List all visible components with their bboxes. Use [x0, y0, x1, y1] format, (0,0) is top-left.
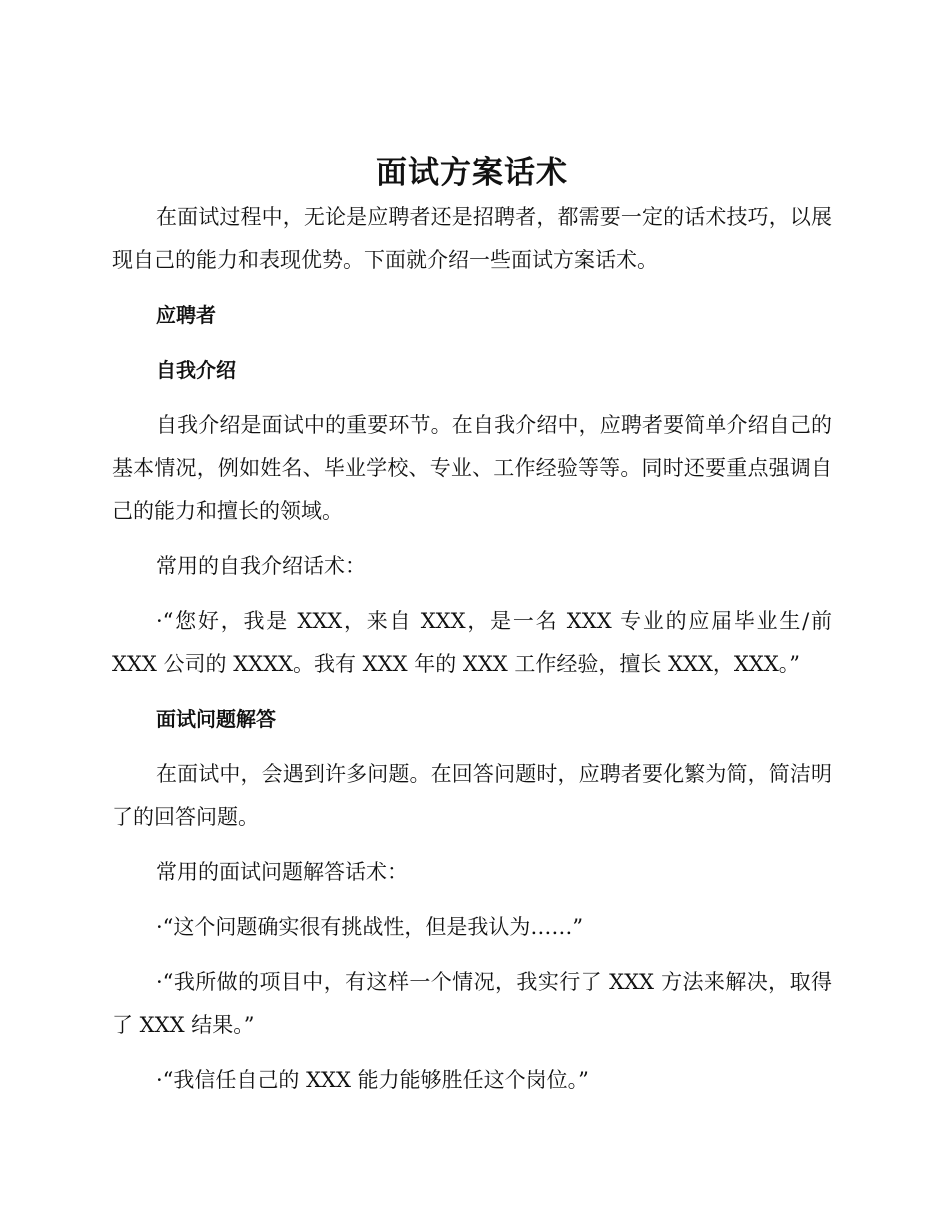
section-heading-applicant: 应聘者 [156, 303, 216, 327]
qa-bullet: ·“我信任自己的 XXX 能力能够胜任这个岗位。” [156, 1068, 589, 1092]
qa-paragraph: 在面试中，会遇到许多问题。在回答问题时，应聘者要化繁为简，简洁明了的回答问题。 [112, 762, 832, 829]
qa-bullet: ·“这个问题确实很有挑战性，但是我认为……” [156, 915, 584, 939]
subheading-qa: 面试问题解答 [156, 707, 276, 731]
page-title: 面试方案话术 [376, 155, 568, 191]
qa-bullet: ·“我所做的项目中，有这样一个情况，我实行了 XXX 方法来解决，取得了 XXX 结果。” [112, 970, 832, 1037]
self-intro-bullet: ·“您好，我是 XXX，来自 XXX，是一名 XXX 专业的应届毕业生/前 XXX 公司的 XXXX。我有 XXX 年的 XXX 工作经验，擅长 XXX，XXX。” [112, 609, 832, 676]
self-intro-paragraph: 自我介绍是面试中的重要环节。在自我介绍中，应聘者要简单介绍自己的基本情况，例如姓名、毕业学校、专业、工作经验等等。同时还要重点强调自己的能力和擅长的领域。 [112, 413, 832, 523]
document-page [112, 150, 832, 1102]
subheading-self-intro: 自我介绍 [156, 358, 236, 382]
qa-lead: 常用的面试问题解答话术： [156, 860, 408, 884]
self-intro-lead: 常用的自我介绍话术： [156, 554, 366, 578]
intro-paragraph: 在面试过程中，无论是应聘者还是招聘者，都需要一定的话术技巧，以展现自己的能力和表现优势。下面就介绍一些面试方案话术。 [112, 205, 832, 272]
